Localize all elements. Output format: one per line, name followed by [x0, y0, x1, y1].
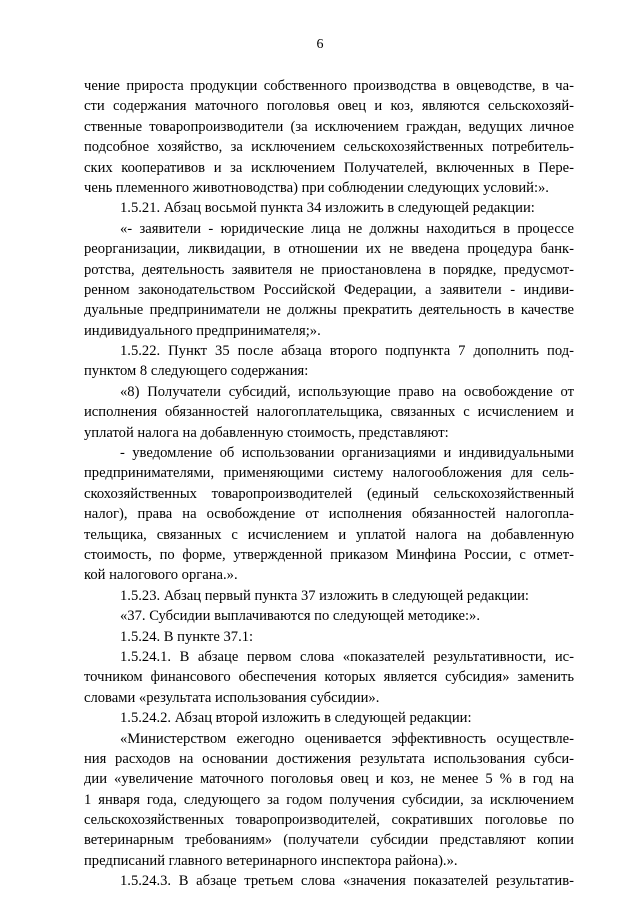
text-line: сельскохозяйственных товаропроизводителей, сокративших поголовье по	[84, 812, 574, 829]
text-line: исполнения обязанностей налогоплательщика, связанных с исчислением и	[84, 404, 574, 421]
text-line: «- заявители - юридические лица не должны находиться в процессе	[120, 220, 574, 237]
text-line: пунктом 8 следующего содержания:	[84, 363, 309, 380]
text-line: 1.5.23. Абзац первый пункта 37 изложить в следующей редакции:	[120, 587, 529, 604]
text-line: налог), права на освобождение от исполнения обязанностей налогопла-	[84, 506, 574, 523]
text-line: подсобное хозяйство, за исключением сельскохозяйственных потребитель-	[84, 139, 574, 156]
text-line: уплатой налога на добавленную стоимость, представляют:	[84, 424, 449, 441]
text-line: «Министерством ежегодно оценивается эффективность осуществле-	[120, 730, 574, 747]
text-line: 1.5.24.1. В абзаце первом слова «показателей результативности, ис-	[120, 648, 574, 665]
text-line: кой налогового органа.».	[84, 567, 238, 584]
text-line: «8) Получатели субсидий, использующие право на освобождение от	[120, 383, 574, 400]
text-line: точником финансового обеспечения которых является субсидия» заменить	[84, 669, 574, 686]
text-line: - уведомление об использовании организациями и индивидуальными	[120, 445, 574, 462]
text-line: ских кооперативов и за исключением Получателей, включенных в Пере-	[84, 159, 574, 176]
text-line: индивидуального предпринимателя;».	[84, 322, 321, 339]
text-line: предписаний главного ветеринарного инспектора района).».	[84, 852, 458, 869]
text-line: ственные товаропроизводители (за исключением граждан, ведущих личное	[84, 118, 574, 135]
text-line: предпринимателями, применяющими систему налогообложения для сель-	[84, 465, 574, 482]
text-line: словами «результата использования субсидии».	[84, 689, 380, 706]
text-line: ветеринарным требованиям» (получатели субсидии представляют копии	[84, 832, 574, 849]
text-line: чень племенного животноводства) при соблюдении следующих условий:».	[84, 179, 549, 196]
text-line: «37. Субсидии выплачиваются по следующей методике:».	[120, 608, 480, 625]
text-line: сти содержания маточного поголовья овец и коз, являются сельскохозяй-	[84, 98, 574, 115]
text-line: 1.5.21. Абзац восьмой пункта 34 изложить в следующей редакции:	[120, 200, 535, 217]
text-line: 1 января года, следующего за годом получения субсидии, за исключением	[84, 791, 574, 808]
text-line: 1.5.24.2. Абзац второй изложить в следующей редакции:	[120, 710, 472, 727]
text-line: стоимость, по форме, утвержденной приказом Минфина России, с отмет-	[84, 546, 574, 563]
text-line: реорганизации, ликвидации, в отношении их не введена процедура банк-	[84, 241, 574, 258]
text-line: ротства, деятельность заявителя не приостановлена в порядке, предусмот-	[84, 261, 574, 278]
text-line: 1.5.24.3. В абзаце третьем слова «значения показателей результатив-	[120, 873, 574, 890]
text-line: тельщика, связанных с исчислением и уплатой налога на добавленную	[84, 526, 574, 543]
text-line: 1.5.24. В пункте 37.1:	[120, 628, 254, 645]
document-body	[84, 76, 574, 892]
text-line: чение прироста продукции собственного производства в овцеводстве, в ча-	[84, 78, 574, 94]
page-number: 6	[316, 37, 324, 52]
text-line: дии «увеличение маточного поголовья овец и коз, не менее 5 % в год на	[84, 771, 574, 788]
text-line: дуальные предприниматели не должны прекратить деятельность в качестве	[84, 302, 574, 319]
text-line: ния расходов на основании достижения результата использования субси-	[84, 750, 574, 767]
text-line: ренном законодательством Российской Федерации, а заявители - индиви-	[84, 281, 574, 298]
text-line: 1.5.22. Пункт 35 после абзаца второго подпункта 7 дополнить под-	[120, 343, 574, 360]
text-line: скохозяйственных товаропроизводителей (единый сельскохозяйственный	[84, 485, 574, 502]
